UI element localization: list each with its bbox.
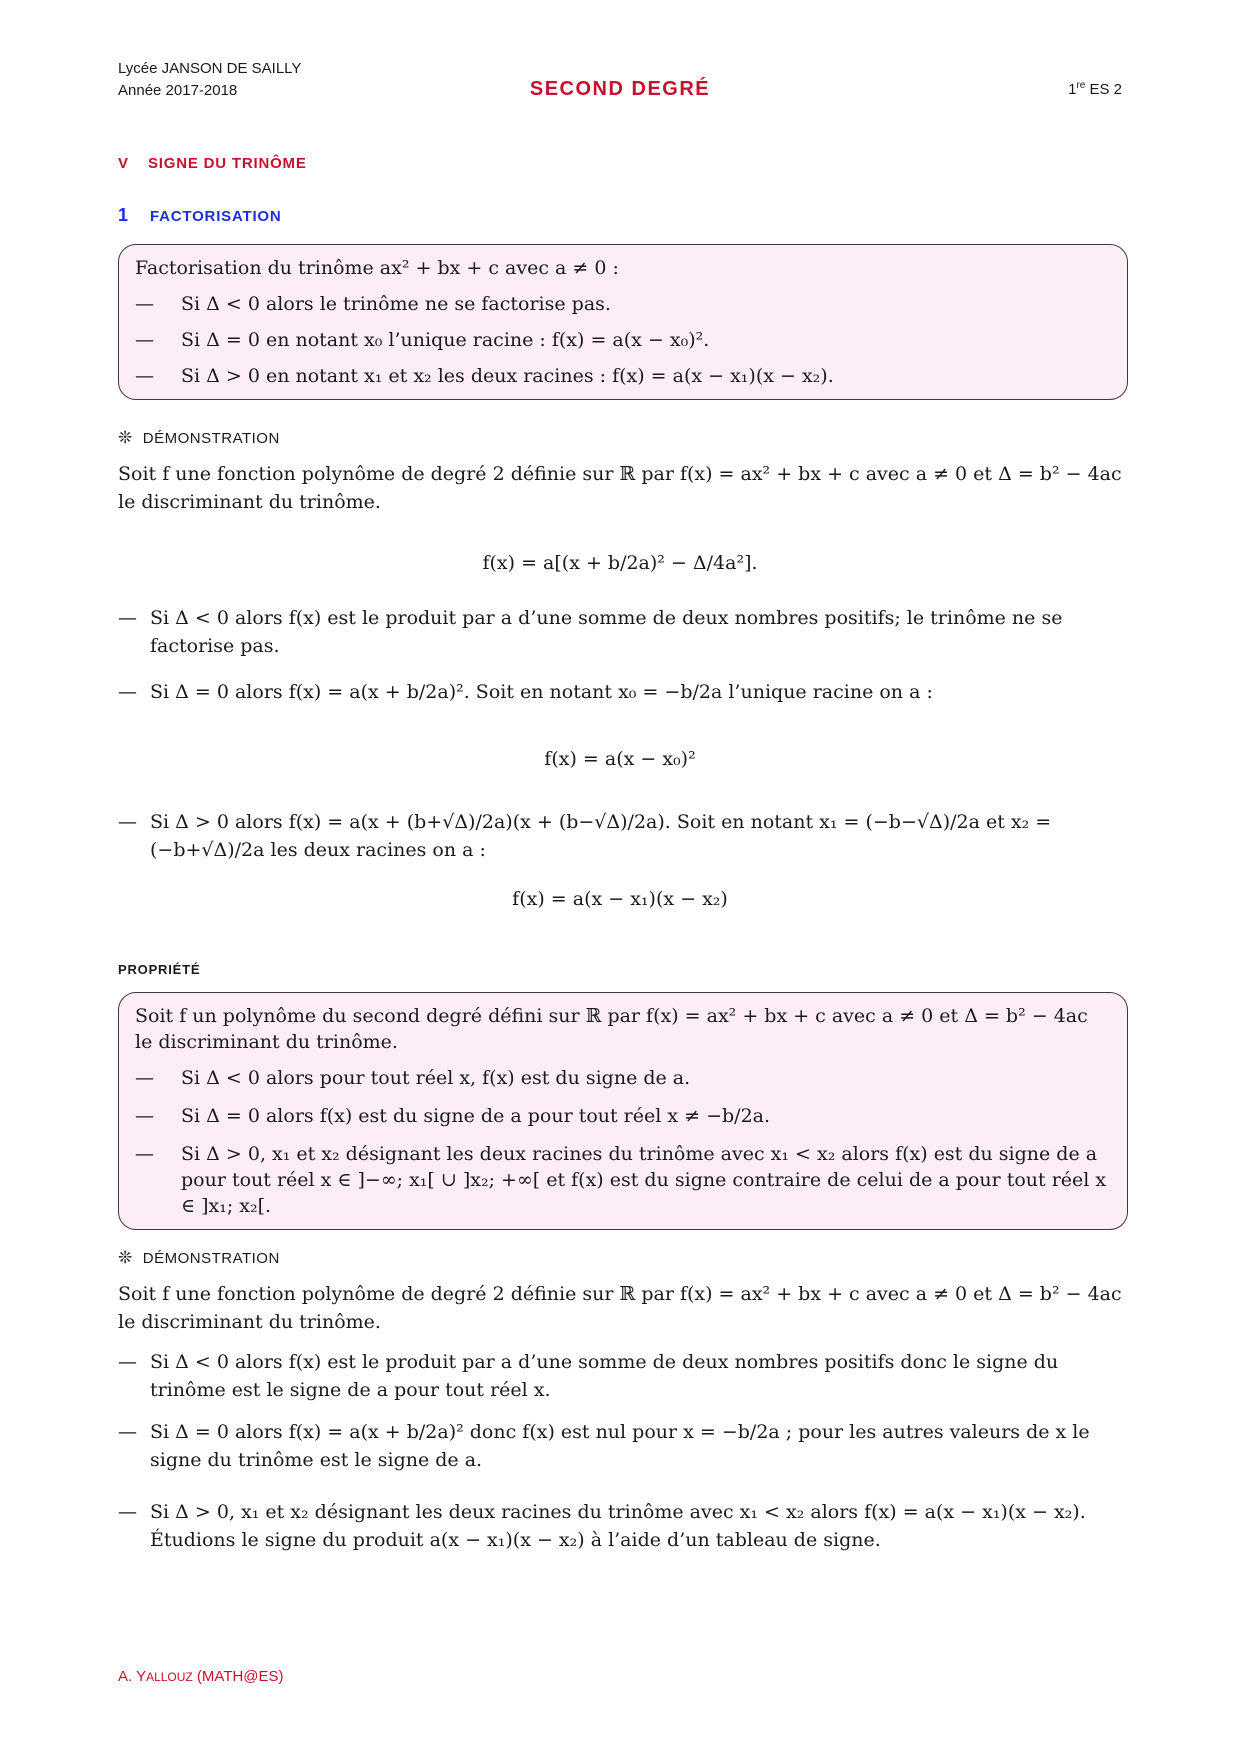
demo1-eq-double-root: f(x) = a(x − x₀)² [544, 748, 696, 770]
demo1-canonical-form: f(x) = a[(x + b/2a)² − Δ/4a²]. [482, 552, 758, 574]
demo1-item: — Si Δ = 0 alors f(x) = a(x + b/2a)². Soit en notant x₀ = −b/2a l’unique racine on a : [118, 681, 933, 703]
asterisk-icon: ❊ [118, 1248, 133, 1268]
box1-item: — Si Δ = 0 en notant x₀ l’unique racine : f(x) = a(x − x₀)². [135, 329, 710, 351]
school-year: Année 2017-2018 [118, 82, 238, 99]
demonstration-label: ❊ DÉMONSTRATION [118, 428, 280, 448]
footer-author: A. YALLOUZ (MATH@ES) [118, 1668, 284, 1685]
subsection-heading: 1 FACTORISATION [118, 205, 282, 225]
demo2-intro: Soit f une fonction polynôme de degré 2 définie sur ℝ par f(x) = ax² + bx + c avec a ≠ 0 et Δ = b² − 4ac le discriminant du trinôme. [118, 1283, 1122, 1333]
box2-intro: Soit f un polynôme du second degré défini sur ℝ par f(x) = ax² + bx + c avec a ≠ 0 et Δ = b² − 4ac le discriminant du trinôme. [135, 1005, 1088, 1053]
section-heading: V SIGNE DU TRINÔME [118, 155, 307, 172]
class-label: 1re ES 2 [1068, 80, 1122, 98]
theorem-box-factorisation [118, 244, 1128, 400]
demo1-item: — Si Δ < 0 alors f(x) est le produit par a d’une somme de deux nombres positifs; le trinôme ne se factorise pas. [118, 607, 1063, 657]
page-title: SECOND DEGRÉ [529, 78, 711, 100]
school-name: Lycée JANSON DE SAILLY [118, 60, 302, 77]
demo1-item: — Si Δ > 0 alors f(x) = a(x + (b+√Δ)/2a)(x + (b−√Δ)/2a). Soit en notant x₁ = (−b−√Δ)/2a et x₂ = (−b+√Δ)/2a les deux racines on a : [118, 811, 1052, 861]
box1-intro: Factorisation du trinôme ax² + bx + c avec a ≠ 0 : [135, 257, 619, 279]
box1-item: — Si Δ < 0 alors le trinôme ne se factorise pas. [135, 293, 611, 315]
demonstration-label: ❊ DÉMONSTRATION [118, 1248, 280, 1268]
box1-item: — Si Δ > 0 en notant x₁ et x₂ les deux racines : f(x) = a(x − x₁)(x − x₂). [135, 365, 834, 387]
box2-item: — Si Δ < 0 alors pour tout réel x, f(x) est du signe de a. [135, 1067, 691, 1089]
demo2-item: — Si Δ > 0, x₁ et x₂ désignant les deux racines du trinôme avec x₁ < x₂ alors f(x) = a(x − x₁)(x − x₂). Étudions le signe du produit a(x − x₁)(x − x₂) à l’aide d’un tableau de signe. [118, 1501, 1086, 1551]
demo1-intro: Soit f une fonction polynôme de degré 2 définie sur ℝ par f(x) = ax² + bx + c avec a ≠ 0 et Δ = b² − 4ac le discriminant du trinôme. [118, 463, 1122, 513]
box2-item: — Si Δ > 0, x₁ et x₂ désignant les deux racines du trinôme avec x₁ < x₂ alors f(x) est du signe de a pour tout réel x ∈ ]−∞; x₁[ ∪ ]x₂; +∞[ et f(x) est du signe contraire de celui de a pour tout réel x ∈ ]x₁; x₂[. [135, 1143, 1107, 1217]
demo2-item: — Si Δ < 0 alors f(x) est le produit par a d’une somme de deux nombres positifs donc le signe du trinôme est le signe de a pour tout réel x. [118, 1351, 1059, 1401]
property-label: PROPRIÉTÉ [118, 962, 201, 977]
demo1-eq-two-roots: f(x) = a(x − x₁)(x − x₂) [512, 888, 728, 910]
asterisk-icon: ❊ [118, 428, 133, 448]
theorem-box-sign [118, 992, 1128, 1230]
box2-item: — Si Δ = 0 alors f(x) est du signe de a pour tout réel x ≠ −b/2a. [135, 1105, 771, 1127]
demo2-item: — Si Δ = 0 alors f(x) = a(x + b/2a)² donc f(x) est nul pour x = −b/2a ; pour les autres valeurs de x le signe du trinôme est le signe de a. [118, 1421, 1090, 1471]
